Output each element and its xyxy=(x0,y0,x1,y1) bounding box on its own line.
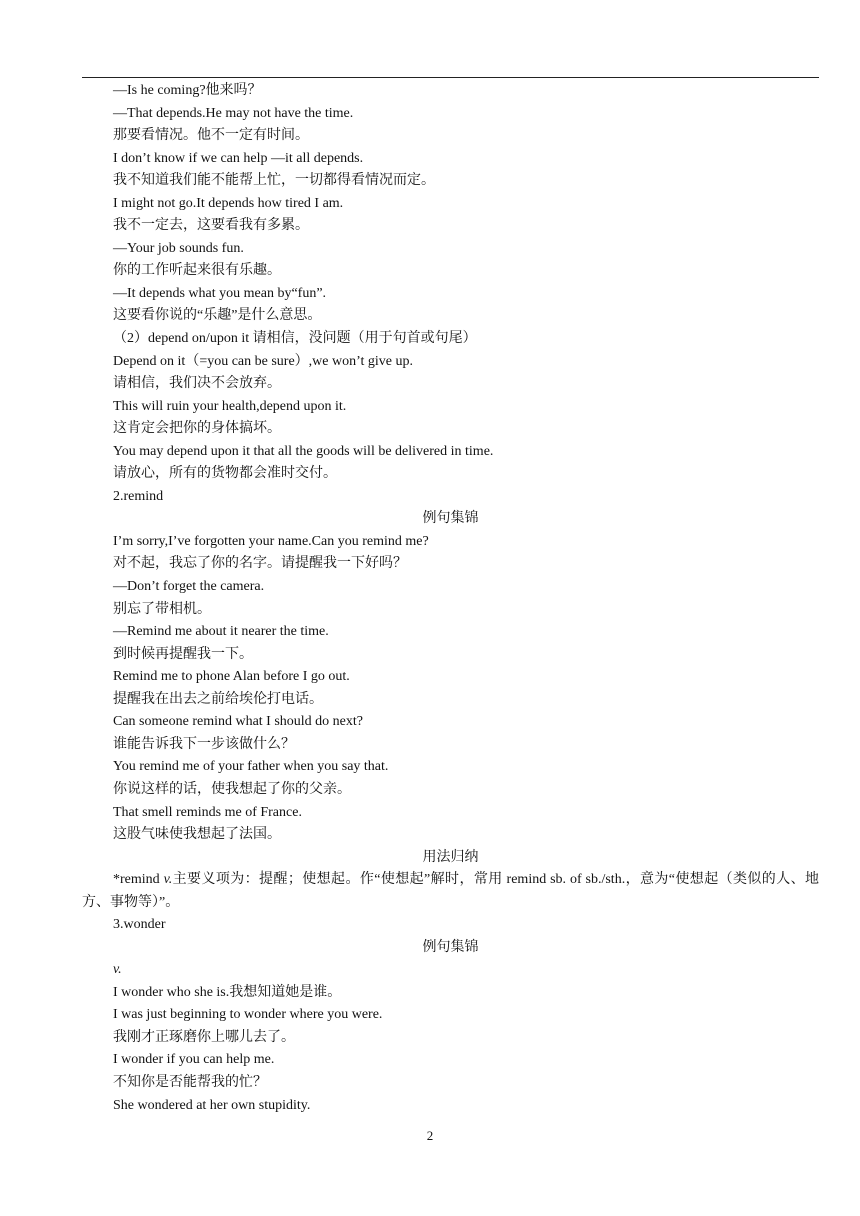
text-line: That smell reminds me of France. xyxy=(113,804,302,820)
text-line: —It depends what you mean by“fun”. xyxy=(113,285,327,301)
text-line: 提醒我在出去之前给埃伦打电话。 xyxy=(113,691,323,707)
document-body xyxy=(82,80,819,1117)
text-line: （2）depend on/upon it 请相信，没问题（用于句首或句尾） xyxy=(113,331,477,347)
text-line: —That depends.He may not have the time. xyxy=(113,105,354,121)
usage-note-pos: v. xyxy=(163,872,173,888)
text-line: This will ruin your health,depend upon it. xyxy=(113,398,347,414)
text-line: Can someone remind what I should do next? xyxy=(113,714,364,730)
text-line: 这要看你说的“乐趣”是什么意思。 xyxy=(113,308,322,324)
part-of-speech-label xyxy=(82,959,819,982)
text-line: 不知你是否能帮我的忙？ xyxy=(113,1074,267,1090)
text-line: 这肯定会把你的身体搞坏。 xyxy=(113,421,281,437)
text-line: I was just beginning to wonder where you were. xyxy=(113,1007,383,1023)
pos-verb: v. xyxy=(113,962,122,978)
text-line: I might not go.It depends how tired I am. xyxy=(113,195,344,211)
text-line: 对不起，我忘了你的名字。请提醒我一下好吗？ xyxy=(113,556,407,572)
text-line: —Is he coming?他来吗？ xyxy=(113,83,262,98)
text-line: 我不一定去，这要看我有多累。 xyxy=(113,218,309,234)
text-line: 我不知道我们能不能帮上忙，一切都得看情况而定。 xyxy=(113,173,435,189)
text-line: 你说这样的话，使我想起了你的父亲。 xyxy=(113,781,351,797)
section-heading-usage: 用法归纳 xyxy=(422,849,479,865)
text-line: —Your job sounds fun. xyxy=(113,240,244,256)
text-line: 这股气味使我想起了法国。 xyxy=(113,827,281,843)
header-rule xyxy=(82,77,819,78)
text-line: I wonder who she is.我想知道她是谁。 xyxy=(113,984,342,1000)
text-line: 我刚才正琢磨你上哪儿去了。 xyxy=(113,1029,295,1045)
text-line: 请放心，所有的货物都会准时交付。 xyxy=(113,466,337,482)
text-line: 请相信，我们决不会放弃。 xyxy=(113,376,281,392)
text-line: 那要看情况。他不一定有时间。 xyxy=(113,128,309,144)
section-heading-examples: 例句集锦 xyxy=(422,511,479,527)
text-line: Remind me to phone Alan before I go out. xyxy=(113,669,350,685)
text-line: 到时候再提醒我一下。 xyxy=(113,646,253,662)
section-title-wonder: 3.wonder xyxy=(113,917,166,933)
text-line: Depend on it（=you can be sure）,we won’t give up. xyxy=(113,353,414,369)
usage-note-text: 主要义项为：提醒；使想起。作“使想起”解时，常用 remind sb. of sb./sth.，意为“使想起（类似的人、地方、事物等）”。 xyxy=(82,872,819,910)
text-line: 别忘了带相机。 xyxy=(113,601,211,617)
text-line: You may depend upon it that all the goods will be delivered in time. xyxy=(113,443,494,459)
usage-note-prefix: *remind xyxy=(113,872,164,888)
usage-note xyxy=(82,869,819,914)
section-heading-examples: 例句集锦 xyxy=(422,939,479,955)
text-line: —Don’t forget the camera. xyxy=(113,579,265,595)
text-line: She wondered at her own stupidity. xyxy=(113,1097,311,1113)
text-line: I wonder if you can help me. xyxy=(113,1052,275,1068)
text-line: 谁能告诉我下一步该做什么？ xyxy=(113,736,295,752)
text-line: 你的工作听起来很有乐趣。 xyxy=(113,263,281,279)
text-line: You remind me of your father when you say that. xyxy=(113,759,389,775)
text-line: I’m sorry,I’ve forgotten your name.Can you remind me? xyxy=(113,533,429,549)
text-line: —Remind me about it nearer the time. xyxy=(113,624,329,640)
page-number: 2 xyxy=(426,1128,434,1143)
text-line: I don’t know if we can help —it all depends. xyxy=(113,150,364,166)
section-title-remind: 2.remind xyxy=(113,488,164,504)
